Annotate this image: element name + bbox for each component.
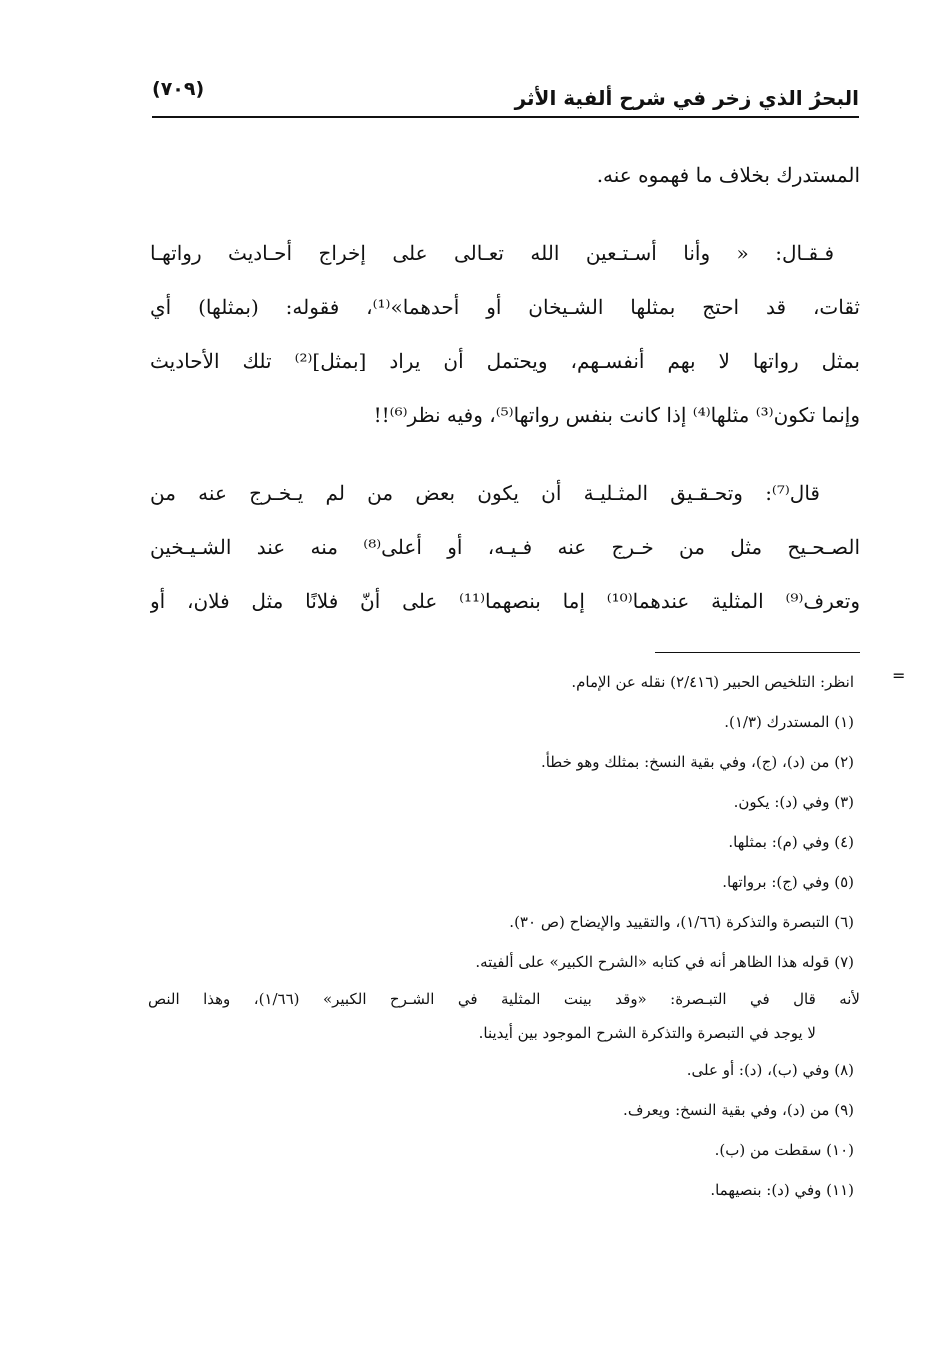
paragraph [150,466,860,628]
text-line: الصـحـيح مثل من خـرج عنه فـيـه، أو أعلى⁽⁸⁾ منه عند الشـيـخين [150,535,860,559]
footnote-continuation: لأنه قال في التبـصرة: «وقد بينت المثلية في الشـرح الكبير» (١/٦٦)، وهذا النص [148,990,860,1008]
text-line: ثقات، قد احتج بمثلها الشـيخان أو أحدهما»⁽¹⁾، فقوله: (بمثلها) أي [150,295,860,319]
text-line: فـقـال: « وأنا أسـتـعين الله تعـالى على إخراج أحـاديث رواتهـا [150,241,834,265]
footnote: (٧) قوله هذا الظاهر أنه في كتابه «الشرح الكبير» على ألفيته. [475,953,854,971]
page-number: (٧٠٩) [152,78,205,100]
text-line: وإنما تكون⁽³⁾ مثلها⁽⁴⁾ إذا كانت بنفس رواتها⁽⁵⁾، وفيه نظر⁽⁶⁾!! [373,403,860,427]
footnotes [148,662,860,1210]
footnote: (١١) وفي (د): بنصيهما. [710,1181,854,1199]
footnote: (٣) وفي (د): يكون. [733,793,854,811]
text-line: المستدرك بخلاف ما فهموه عنه. [596,163,860,187]
footnote: (٤) وفي (م): بمثلها. [728,833,854,851]
footnote: (٨) وفي (ب)، (د): أو على. [686,1061,854,1079]
paragraph [150,226,860,442]
text-line: بمثل رواتها لا بهم أنفسـهم، ويحتمل أن يراد [بمثل]⁽²⁾ تلك الأحاديث [150,349,860,373]
footnote: (٩) من (د)، وفي بقية النسخ: ويعرف. [623,1101,854,1119]
text-line: وتعرف⁽⁹⁾ المثلية عندهما⁽¹⁰⁾ إما بنصهما⁽¹¹⁾ على أنّ فلانًا مثل فلان، أو [150,589,860,613]
main-text [150,148,860,628]
text-line: قال⁽⁷⁾: وتحـقـيق المثـليـة أن يكون بعض من لم يـخـرج عنه من [150,481,820,505]
running-title: البحرُ الذي زخر في شرح ألفية الأثر [514,86,859,110]
header-rule [152,116,859,118]
paragraph [150,148,860,202]
footnote: (٢) من (د)، (ج)، وفي بقية النسخ: بمثلك وهو خطأ. [540,753,854,771]
continuation-mark: = [892,666,906,685]
footnote: (٥) وفي (ج): برواتها. [722,873,854,891]
footnote: (١) المستدرك (١/٣). [724,713,854,731]
footnote: (٦) التبصرة والتذكرة (١/٦٦)، والتقييد والإيضاح (ص ٣٠). [509,913,854,931]
page-header [152,70,859,116]
footnote-continuation: لا يوجد في التبصرة والتذكرة الشرح الموجود بين أيدينا. [478,1024,816,1042]
footnote: (١٠) سقطت من (ب). [714,1141,854,1159]
footnote-separator [655,652,860,653]
footnote: انظر: التلخيص الحبير (٢/٤١٦) نقله عن الإمام. [571,673,854,691]
